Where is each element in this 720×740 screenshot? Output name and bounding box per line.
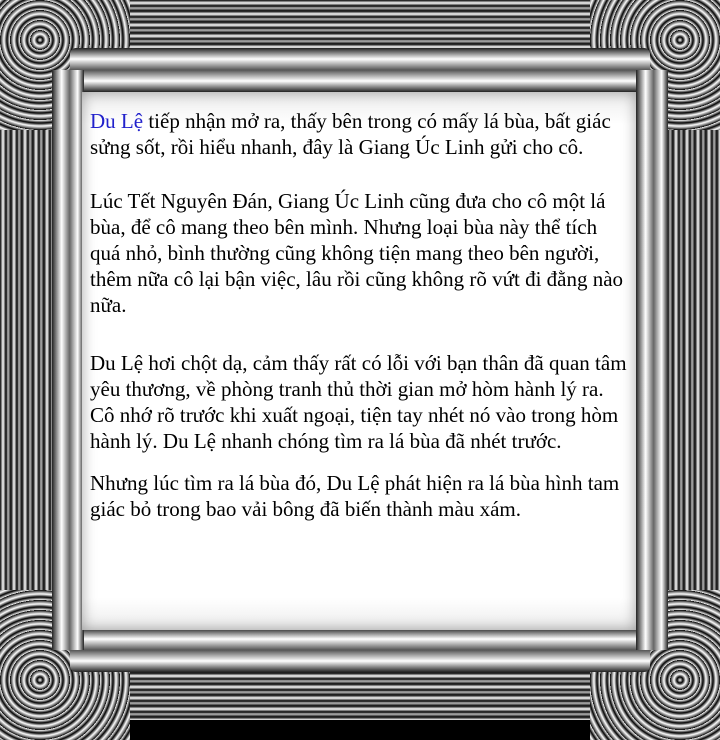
story-text — [90, 108, 630, 522]
frame-inner-right-bar — [636, 70, 668, 650]
paragraph-2: Lúc Tết Nguyên Đán, Giang Úc Linh cũng đưa cho cô một lá bùa, để cô mang theo bên mình. Nhưng loại bùa này thể tích quá nhỏ, bình thường cũng không tiện mang theo bên người, thêm nữa cô lại bận việc, lâu rồi cũng không rõ vứt đi đằng nào nữa. — [90, 189, 624, 317]
paragraph-4: Nhưng lúc tìm ra lá bùa đó, Du Lệ phát hiện ra lá bùa hình tam giác bỏ trong bao vải bông đã biến thành màu xám. — [90, 471, 620, 521]
paragraph-1-text: tiếp nhận mở ra, thấy bên trong có mấy lá bùa, bất giác sửng sốt, rồi hiểu nhanh, đây là Giang Úc Linh gửi cho cô. — [90, 109, 611, 159]
paragraph-1 — [90, 108, 630, 160]
frame-inner-bottom-bar — [70, 628, 650, 672]
frame-inner-top-bar — [70, 48, 650, 92]
frame-inner-left-bar — [52, 70, 84, 650]
paragraph-3: Du Lệ hơi chột dạ, cảm thấy rất có lỗi với bạn thân đã quan tâm yêu thương, về phòng tranh thủ thời gian mở hòm hành lý ra. Cô nhớ rõ trước khi xuất ngoại, tiện tay nhét nó vào trong hòm hành lý. Du Lệ nhanh chóng tìm ra lá bùa đã nhét trước. — [90, 351, 627, 453]
character-name: Du Lệ — [90, 109, 144, 133]
